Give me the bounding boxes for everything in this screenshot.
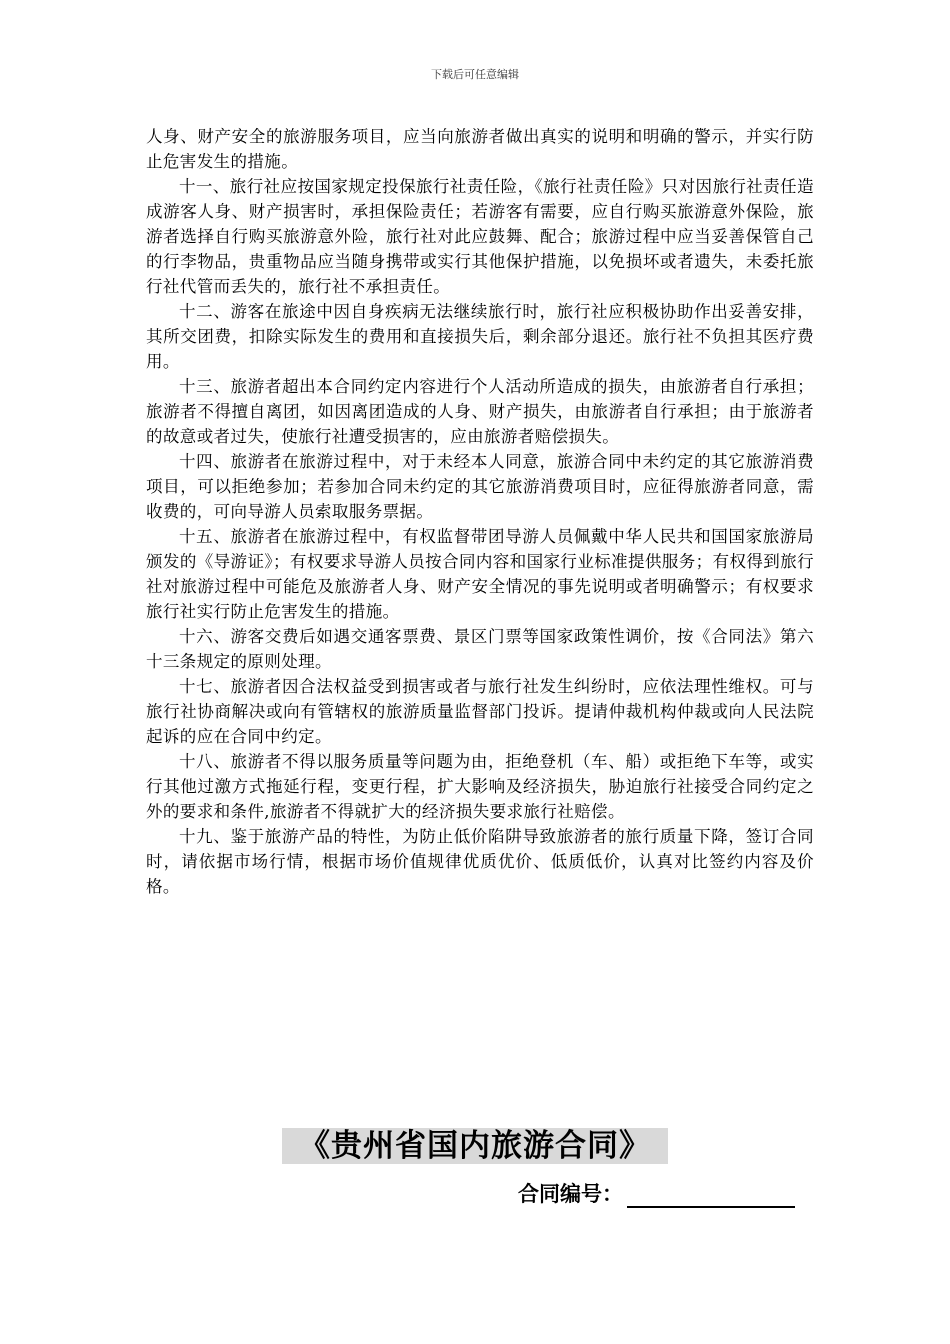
paragraph-clause-13: 十三、旅游者超出本合同约定内容进行个人活动所造成的损失，由旅游者自行承担；旅游者不得擅自离团，如因离团造成的人身、财产损失，由旅游者自行承担；由于旅游者的故意或者过失，使旅行社遭受损害的，应由旅游者赔偿损失。 [146,377,814,446]
page-header-note: 下载后可任意编辑 [431,68,519,81]
paragraph-clause-11: 十一、旅行社应按国家规定投保旅行社责任险，《旅行社责任险》只对因旅行社责任造成游客人身、财产损害时，承担保险责任；若游客有需要，应自行购买旅游意外保险，旅游者选择自行购买旅游意外险，旅行社对此应鼓舞、配合；旅游过程中应当妥善保管自己的行李物品，贵重物品应当随身携带或实行其他保护措施，以免损坏或者遗失，未委托旅行社代管而丢失的，旅行社不承担责任。 [146,177,814,296]
contract-number-label: 合同编号： [518,1182,623,1206]
contract-number-blank [627,1184,795,1208]
contract-title: 《贵州省国内旅游合同》 [282,1128,668,1164]
paragraph-clause-17: 十七、旅游者因合法权益受到损害或者与旅行社发生纠纷时，应依法理性维权。可与旅行社协商解决或向有管辖权的旅游质量监督部门投诉。提请仲裁机构仲裁或向人民法院起诉的应在合同中约定。 [146,677,814,746]
paragraph-clause-15: 十五、旅游者在旅游过程中，有权监督带团导游人员佩戴中华人民共和国国家旅游局颁发的《导游证》；有权要求导游人员按合同内容和国家行业标准提供服务；有权得到旅行社对旅游过程中可能危及旅游者人身、财产安全情况的事先说明或者明确警示；有权要求旅行社实行防止危害发生的措施。 [146,527,814,621]
paragraph-clause-16: 十六、游客交费后如遇交通客票费、景区门票等国家政策性调价，按《合同法》第六十三条规定的原则处理。 [146,627,814,671]
paragraph-clause-19: 十九、鉴于旅游产品的特性，为防止低价陷阱导致旅游者的旅行质量下降，签订合同时，请依据市场行情，根据市场价值规律优质优价、低质低价，认真对比签约内容及价格。 [146,827,814,896]
paragraph-clause-18: 十八、旅游者不得以服务质量等问题为由，拒绝登机（车、船）或拒绝下车等，或实行其他过激方式拖延行程，变更行程，扩大影响及经济损失，胁迫旅行社接受合同约定之外的要求和条件,旅游者不得就扩大的经济损失要求旅行社赔偿。 [146,752,814,821]
paragraph-clause-14: 十四、旅游者在旅游过程中，对于未经本人同意，旅游合同中未约定的其它旅游消费项目，可以拒绝参加；若参加合同未约定的其它旅游消费项目时，应征得旅游者同意，需收费的，可向导游人员索取服务票据。 [146,452,814,521]
paragraph-continuation: 人身、财产安全的旅游服务项目，应当向旅游者做出真实的说明和明确的警示，并实行防止危害发生的措施。 [146,127,814,171]
contract-terms [146,124,814,899]
paragraph-clause-12: 十二、游客在旅途中因自身疾病无法继续旅行时，旅行社应积极协助作出妥善安排，其所交团费，扣除实际发生的费用和直接损失后，剩余部分退还。旅行社不负担其医疗费用。 [146,302,814,371]
contract-number [518,1180,795,1208]
